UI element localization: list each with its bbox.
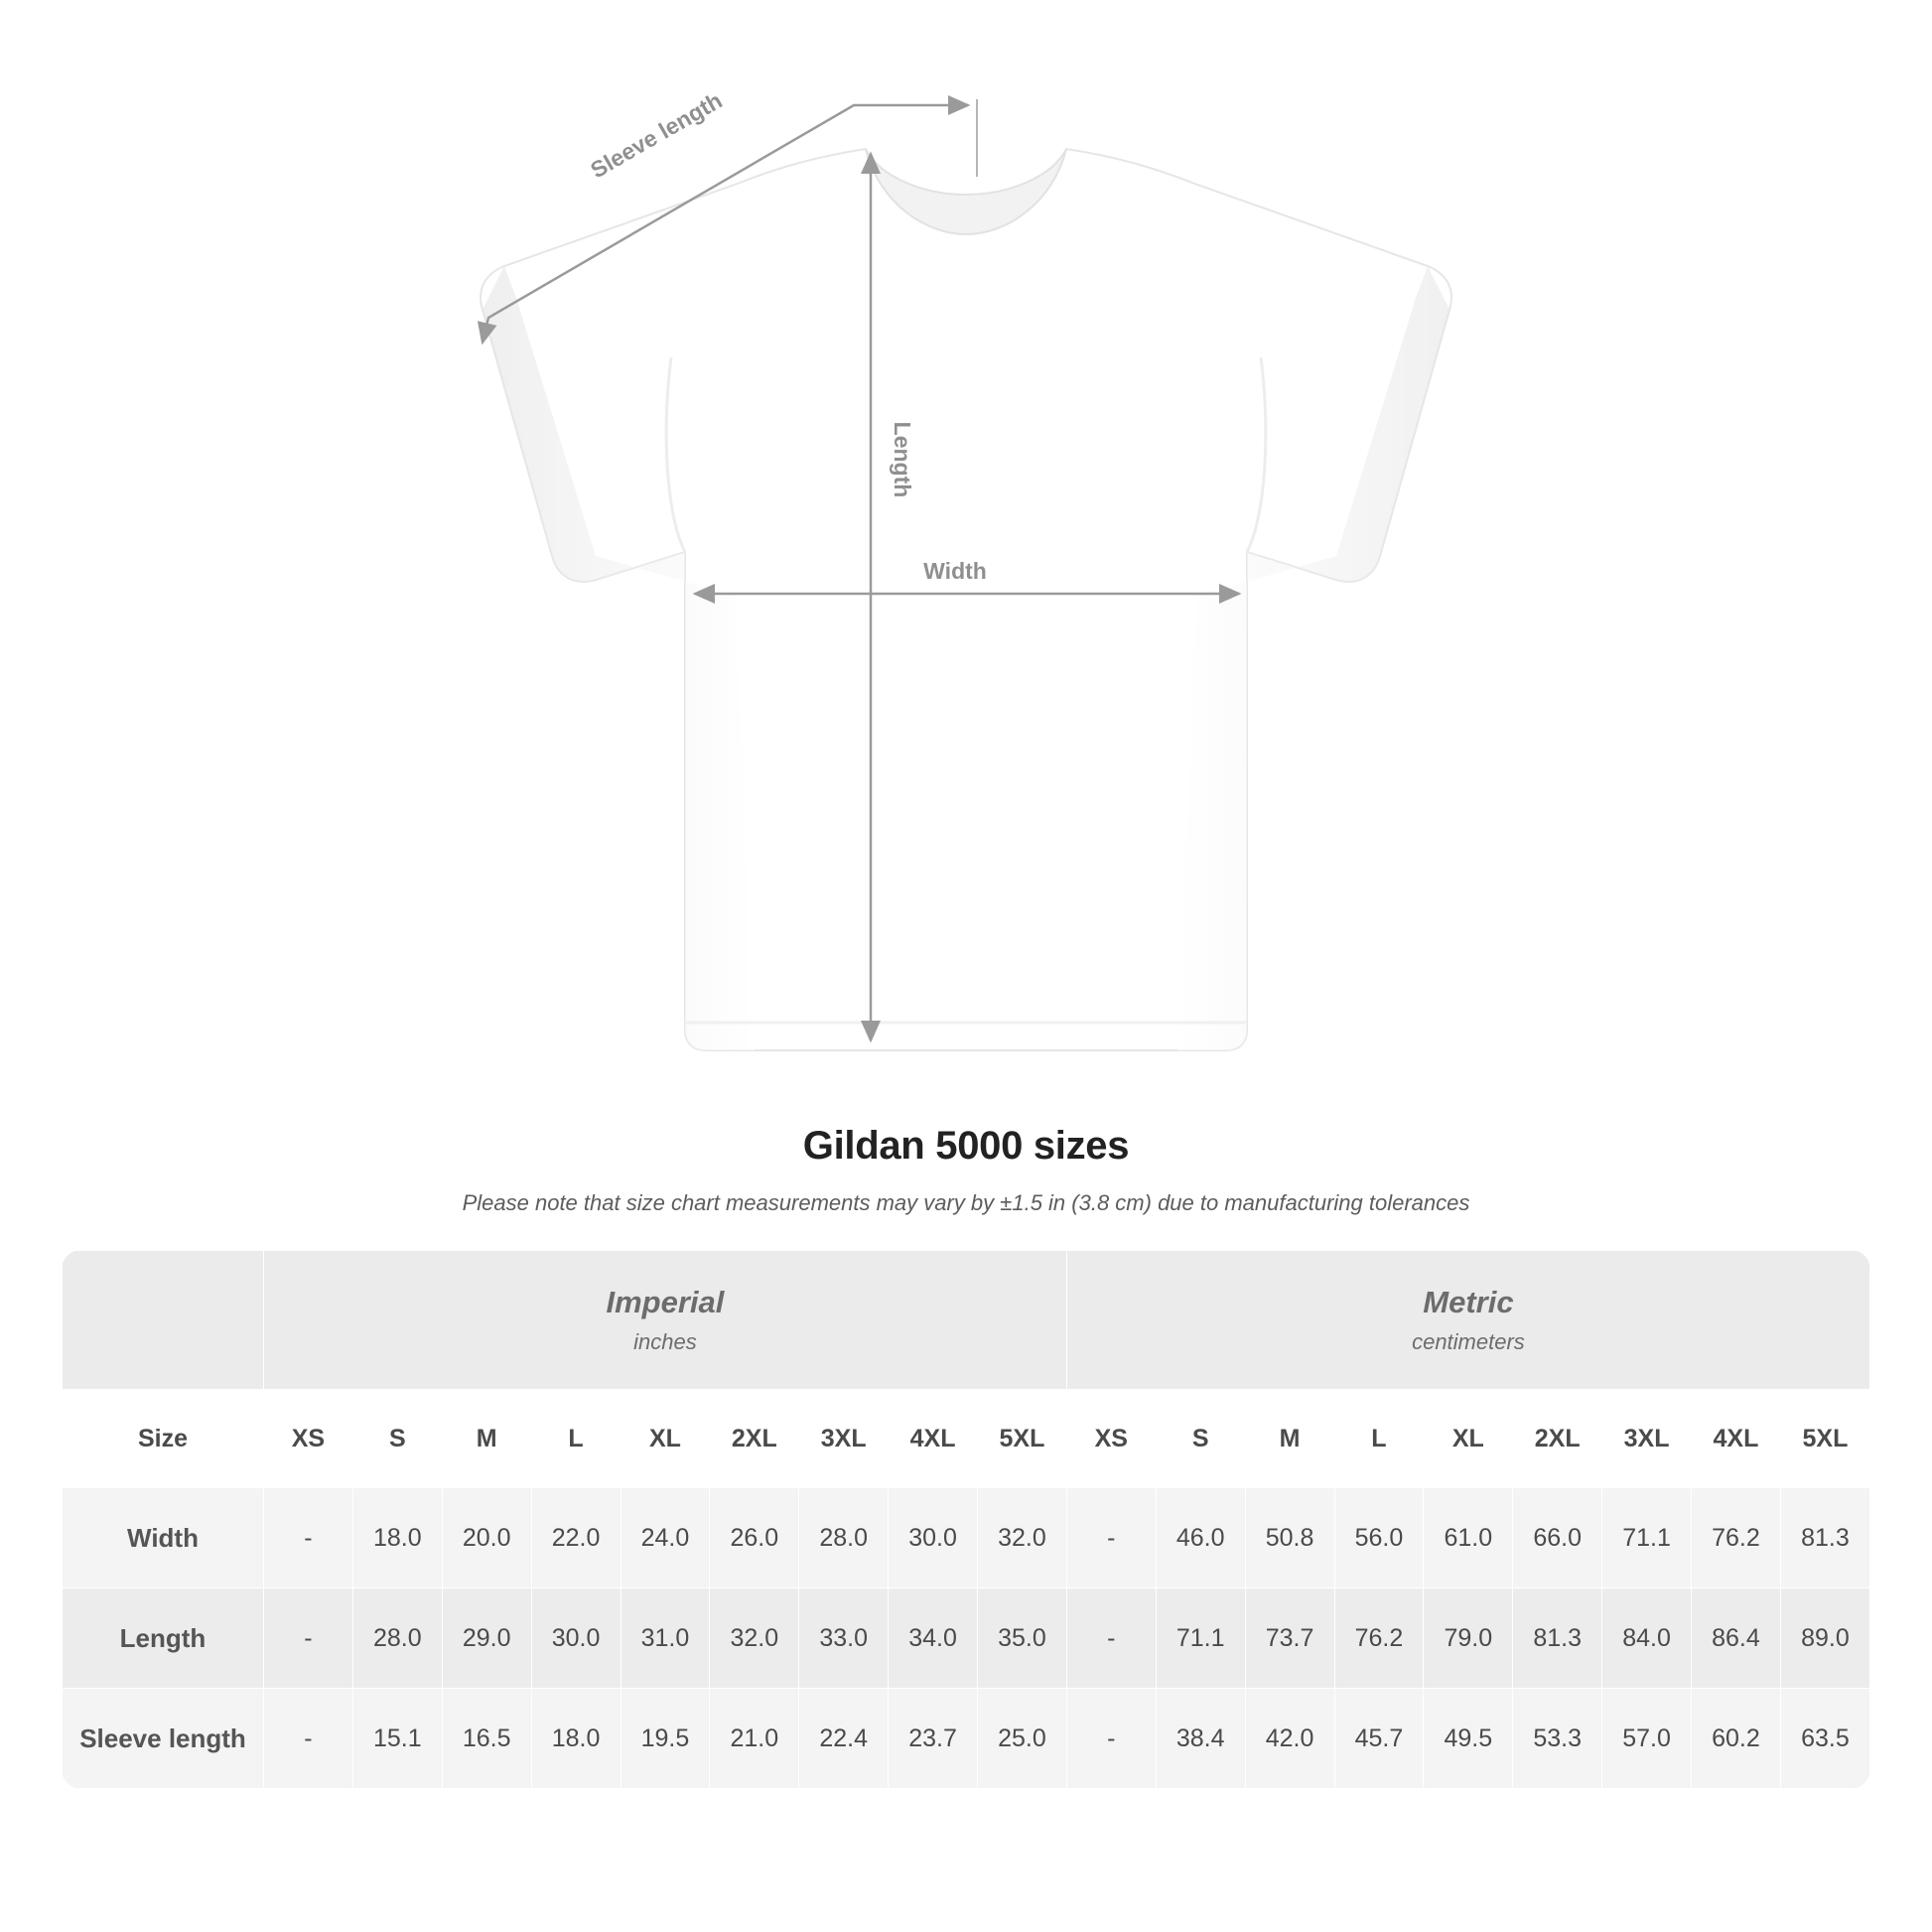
cell-sleeve-length-imperial-xs: -	[264, 1689, 353, 1789]
table-row	[63, 1488, 1870, 1588]
size-header-imperial-xs: XS	[264, 1390, 353, 1488]
sleeve-length-label: Sleeve length	[586, 86, 727, 184]
size-header-metric-2xl: 2XL	[1513, 1390, 1602, 1488]
cell-length-metric-m: 73.7	[1245, 1588, 1334, 1689]
cell-width-metric-3xl: 71.1	[1602, 1488, 1692, 1588]
size-header-metric-5xl: 5XL	[1780, 1390, 1869, 1488]
cell-sleeve-length-metric-l: 45.7	[1334, 1689, 1424, 1789]
cell-length-imperial-3xl: 33.0	[799, 1588, 889, 1689]
row-label-width: Width	[63, 1488, 264, 1588]
cell-length-imperial-s: 28.0	[352, 1588, 442, 1689]
cell-width-metric-xs: -	[1066, 1488, 1156, 1588]
title-block	[0, 1124, 1932, 1216]
cell-length-imperial-xl: 31.0	[621, 1588, 710, 1689]
cell-sleeve-length-metric-2xl: 53.3	[1513, 1689, 1602, 1789]
cell-sleeve-length-metric-5xl: 63.5	[1780, 1689, 1869, 1789]
cell-length-metric-2xl: 81.3	[1513, 1588, 1602, 1689]
cell-width-imperial-m: 20.0	[442, 1488, 531, 1588]
cell-sleeve-length-imperial-2xl: 21.0	[710, 1689, 799, 1789]
cell-length-imperial-5xl: 35.0	[978, 1588, 1067, 1689]
cell-length-metric-xl: 79.0	[1424, 1588, 1513, 1689]
width-label: Width	[923, 558, 987, 584]
cell-sleeve-length-imperial-m: 16.5	[442, 1689, 531, 1789]
cell-length-metric-xs: -	[1066, 1588, 1156, 1689]
size-header-imperial-4xl: 4XL	[889, 1390, 978, 1488]
cell-length-imperial-4xl: 34.0	[889, 1588, 978, 1689]
cell-length-imperial-m: 29.0	[442, 1588, 531, 1689]
tolerance-note: Please note that size chart measurements may vary by ±1.5 in (3.8 cm) due to manufacturing tolerances	[462, 1190, 1470, 1215]
cell-width-imperial-4xl: 30.0	[889, 1488, 978, 1588]
size-header-metric-4xl: 4XL	[1692, 1390, 1781, 1488]
cell-width-metric-4xl: 76.2	[1692, 1488, 1781, 1588]
size-header-metric-xs: XS	[1066, 1390, 1156, 1488]
length-label: Length	[890, 421, 915, 498]
cell-sleeve-length-imperial-5xl: 25.0	[978, 1689, 1067, 1789]
table-group-header-metric	[1066, 1251, 1869, 1390]
cell-width-metric-5xl: 81.3	[1780, 1488, 1869, 1588]
cell-sleeve-length-metric-3xl: 57.0	[1602, 1689, 1692, 1789]
cell-width-imperial-xl: 24.0	[621, 1488, 710, 1588]
cell-width-metric-m: 50.8	[1245, 1488, 1334, 1588]
cell-width-imperial-s: 18.0	[352, 1488, 442, 1588]
size-header-imperial-xl: XL	[621, 1390, 710, 1488]
size-header-metric-xl: XL	[1424, 1390, 1513, 1488]
tshirt-shape	[481, 149, 1451, 1050]
row-label-sleeve-length: Sleeve length	[63, 1689, 264, 1789]
cell-width-imperial-5xl: 32.0	[978, 1488, 1067, 1588]
size-header-metric-m: M	[1245, 1390, 1334, 1488]
table-row-label-header: Size	[63, 1390, 264, 1488]
cell-sleeve-length-imperial-3xl: 22.4	[799, 1689, 889, 1789]
row-label-length: Length	[63, 1588, 264, 1689]
size-table-wrap	[62, 1250, 1870, 1789]
group-unit: inches	[633, 1329, 697, 1354]
group-name: Imperial	[606, 1285, 725, 1319]
cell-width-metric-2xl: 66.0	[1513, 1488, 1602, 1588]
cell-sleeve-length-metric-xl: 49.5	[1424, 1689, 1513, 1789]
table-row	[63, 1588, 1870, 1689]
cell-width-metric-s: 46.0	[1156, 1488, 1245, 1588]
size-header-metric-l: L	[1334, 1390, 1424, 1488]
table-group-header-row	[63, 1251, 1870, 1390]
table-group-header-imperial	[264, 1251, 1067, 1390]
cell-sleeve-length-metric-s: 38.4	[1156, 1689, 1245, 1789]
table-row	[63, 1689, 1870, 1789]
cell-width-imperial-2xl: 26.0	[710, 1488, 799, 1588]
cell-sleeve-length-metric-4xl: 60.2	[1692, 1689, 1781, 1789]
cell-sleeve-length-imperial-4xl: 23.7	[889, 1689, 978, 1789]
cell-length-metric-3xl: 84.0	[1602, 1588, 1692, 1689]
cell-length-metric-l: 76.2	[1334, 1588, 1424, 1689]
size-header-metric-3xl: 3XL	[1602, 1390, 1692, 1488]
cell-length-metric-s: 71.1	[1156, 1588, 1245, 1689]
cell-sleeve-length-metric-m: 42.0	[1245, 1689, 1334, 1789]
cell-length-imperial-2xl: 32.0	[710, 1588, 799, 1689]
size-header-imperial-l: L	[531, 1390, 621, 1488]
cell-length-imperial-xs: -	[264, 1588, 353, 1689]
size-header-imperial-2xl: 2XL	[710, 1390, 799, 1488]
group-name: Metric	[1423, 1285, 1514, 1319]
cell-width-imperial-xs: -	[264, 1488, 353, 1588]
size-table	[62, 1250, 1870, 1789]
size-header-metric-s: S	[1156, 1390, 1245, 1488]
cell-width-imperial-l: 22.0	[531, 1488, 621, 1588]
cell-length-imperial-l: 30.0	[531, 1588, 621, 1689]
page-title: Gildan 5000 sizes	[802, 1124, 1130, 1168]
size-header-imperial-5xl: 5XL	[978, 1390, 1067, 1488]
cell-sleeve-length-metric-xs: -	[1066, 1689, 1156, 1789]
cell-length-metric-5xl: 89.0	[1780, 1588, 1869, 1689]
size-header-imperial-m: M	[442, 1390, 531, 1488]
size-header-imperial-3xl: 3XL	[799, 1390, 889, 1488]
cell-sleeve-length-imperial-xl: 19.5	[621, 1689, 710, 1789]
table-size-header-row	[63, 1390, 1870, 1488]
cell-width-imperial-3xl: 28.0	[799, 1488, 889, 1588]
cell-sleeve-length-imperial-l: 18.0	[531, 1689, 621, 1789]
group-unit: centimeters	[1412, 1329, 1525, 1354]
cell-length-metric-4xl: 86.4	[1692, 1588, 1781, 1689]
size-header-imperial-s: S	[352, 1390, 442, 1488]
cell-width-metric-l: 56.0	[1334, 1488, 1424, 1588]
cell-sleeve-length-imperial-s: 15.1	[352, 1689, 442, 1789]
table-corner-cell	[63, 1251, 264, 1390]
cell-width-metric-xl: 61.0	[1424, 1488, 1513, 1588]
